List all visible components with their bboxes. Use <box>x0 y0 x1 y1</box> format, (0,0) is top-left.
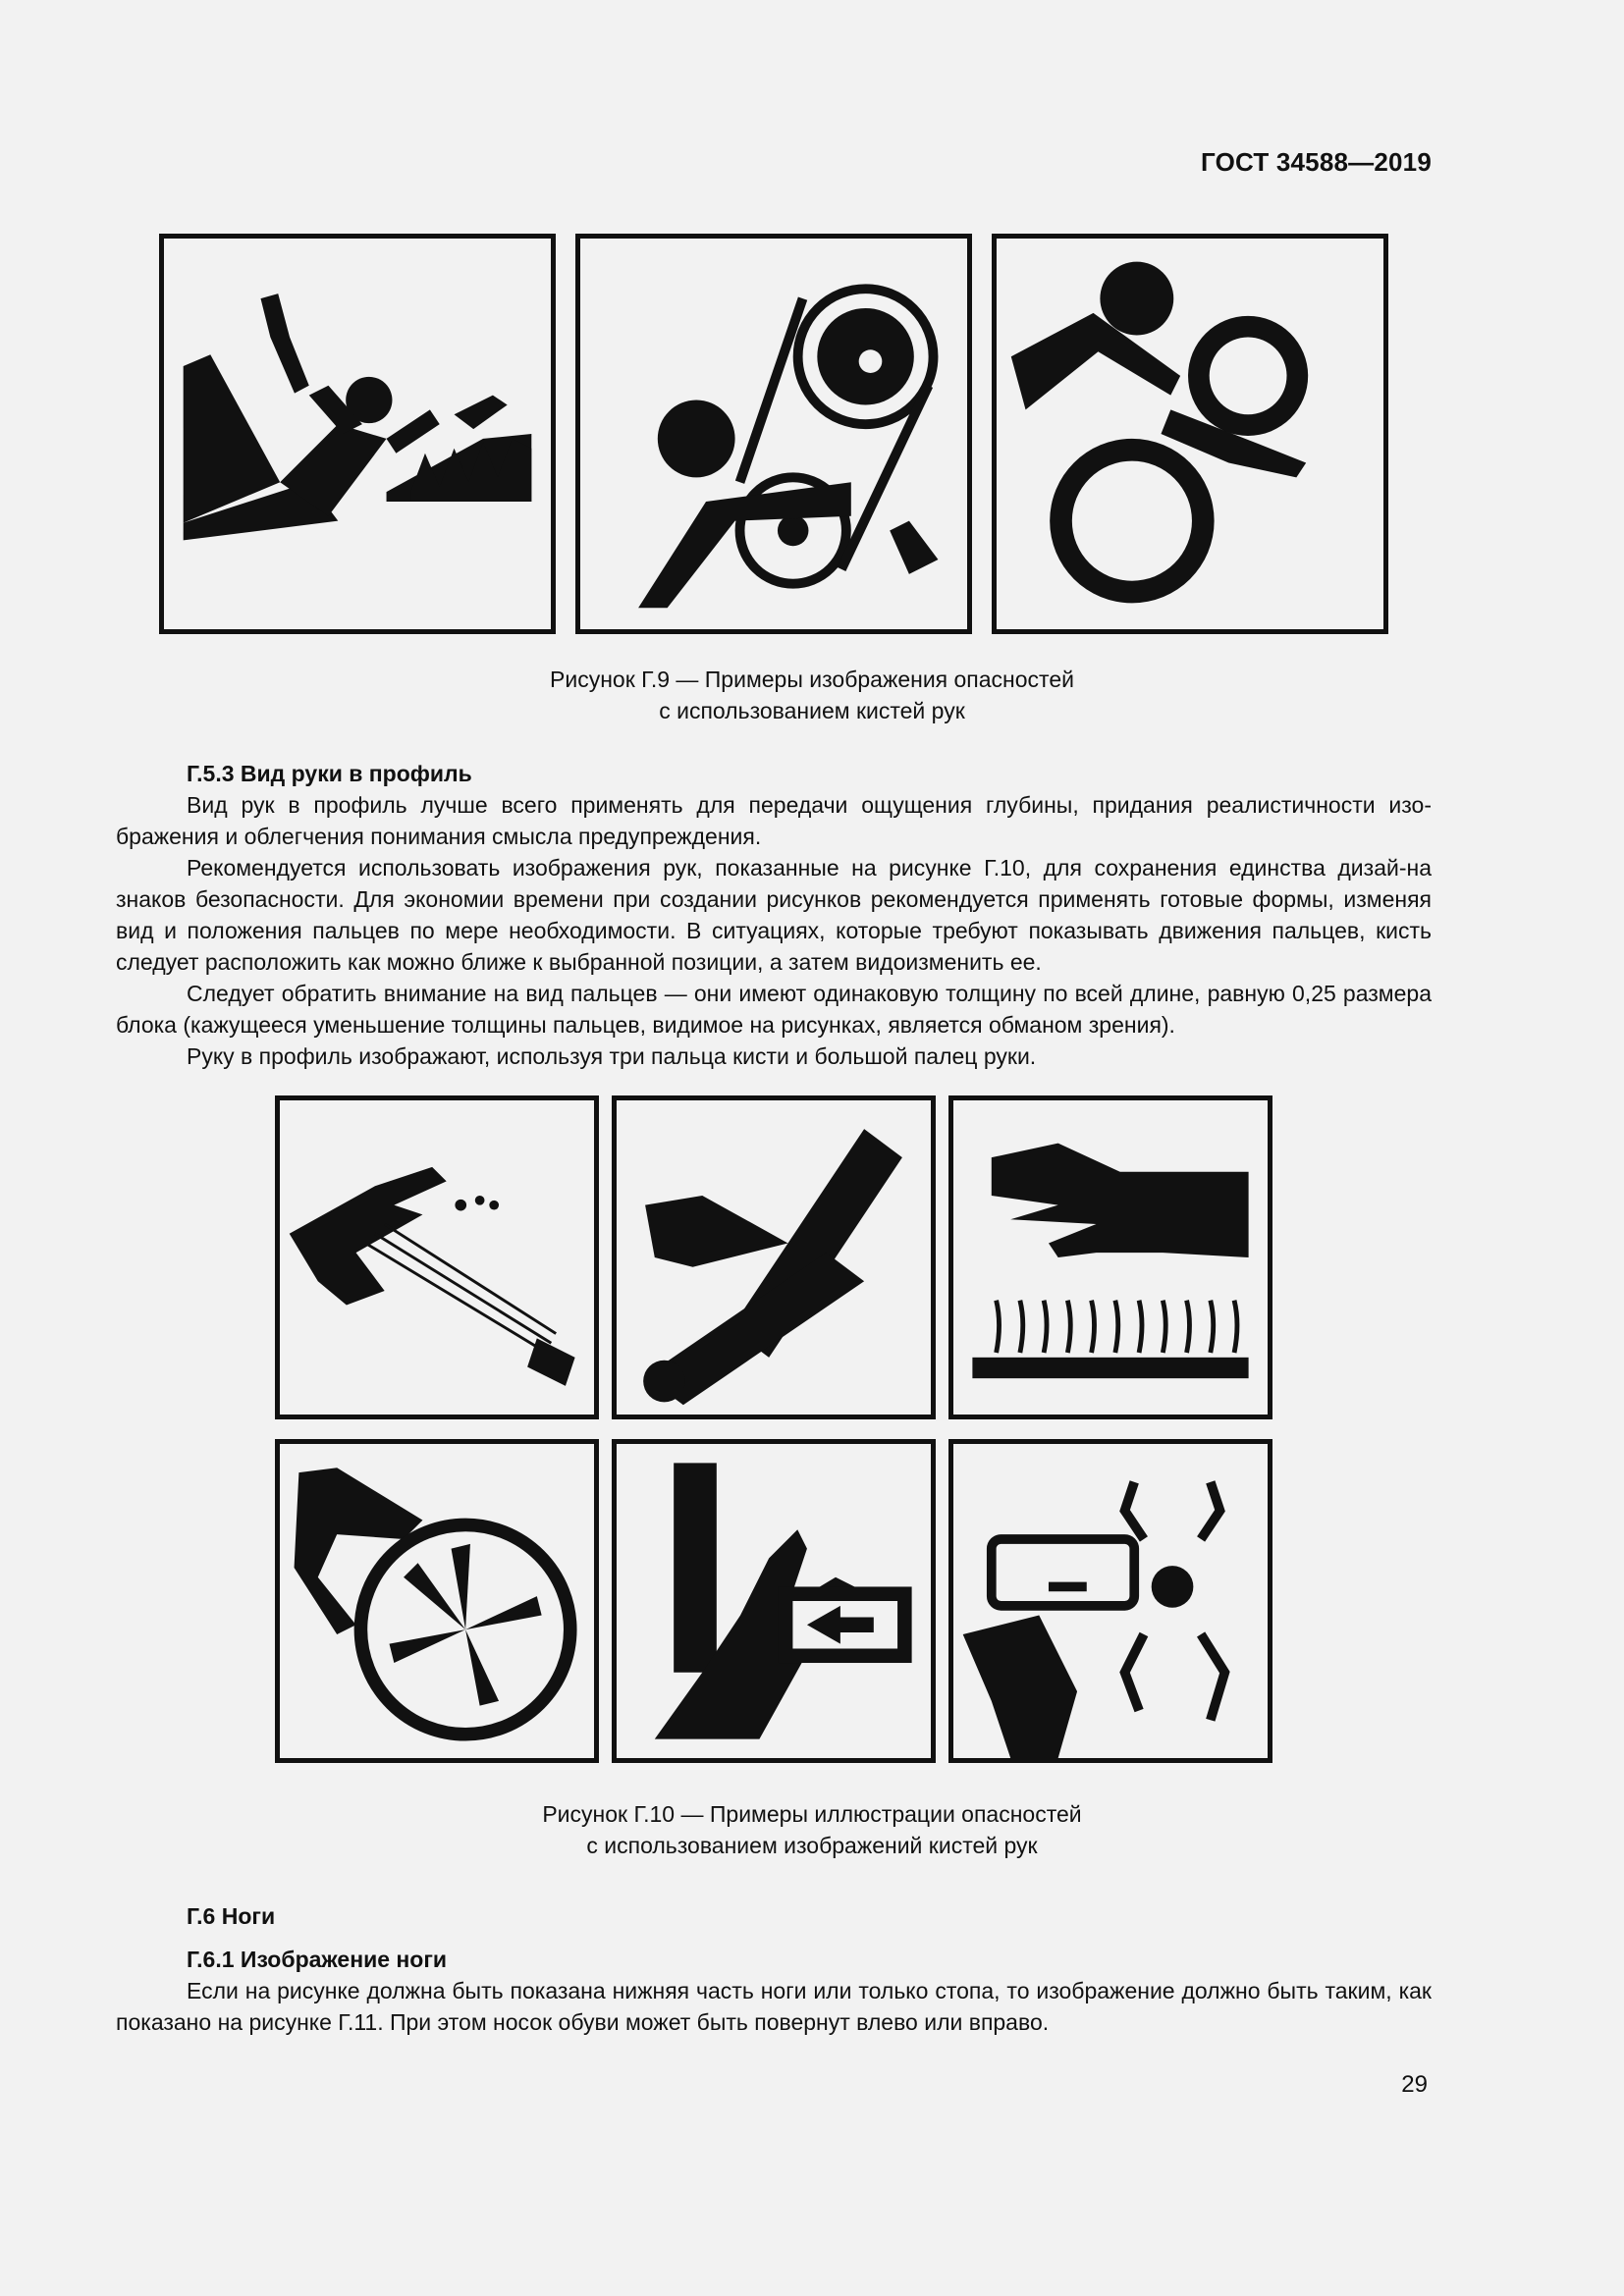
figure-10-caption-line1: Рисунок Г.10 — Примеры иллюстрации опасностей <box>542 1801 1082 1827</box>
standard-header: ГОСТ 34588—2019 <box>1201 147 1432 177</box>
hand-spray-icon <box>275 1095 599 1419</box>
paragraph: Рекомендуется использовать изображения рук, показанные на рисунке Г.10, для сохранения единства дизай-на знаков безопасности. Для экономии времени при создании рисунков рекомендуется применять готовые формы, изменяя вид и положения пальцев по мере необходимости. В ситуациях, которые требуют показывать движения пальцев, кисть следует расположить как можно ближе к выбранной позиции, а затем видоизменить ее. <box>116 855 1432 975</box>
page-number: 29 <box>1401 2071 1428 2098</box>
figure-9 <box>159 234 1388 634</box>
paragraph: Вид рук в профиль лучше всего применять для передачи ощущения глубины, придания реалистичности изо-бражения и облегчения понимания смысла предупреждения. <box>116 792 1432 849</box>
figure-10-caption-line2: с использованием изображений кистей рук <box>586 1833 1038 1858</box>
figure-9-caption <box>0 664 1624 726</box>
section-g53 <box>116 758 1432 1072</box>
hand-press-icon <box>612 1439 936 1763</box>
section-g6 <box>116 1900 1432 2038</box>
hand-fan-icon <box>275 1439 599 1763</box>
belt-drive-hand-icon <box>575 234 972 634</box>
paragraph: Следует обратить внимание на вид пальцев — они имеют одинаковую толщину по всей длине, равную 0,25 размера блока (кажущееся уменьшение толщины пальцев, видимое на рисунках, является обманом зрения). <box>116 981 1432 1038</box>
falling-person-icon <box>159 234 556 634</box>
figure-9-caption-line2: с использованием кистей рук <box>659 698 965 723</box>
hand-pinch-roller-icon <box>612 1095 936 1419</box>
gears-crush-hand-icon <box>992 234 1388 634</box>
figure-9-caption-line1: Рисунок Г.9 — Примеры изображения опасностей <box>550 667 1074 692</box>
subsection-heading: Г.6.1 Изображение ноги <box>187 1947 448 1972</box>
paragraph: Если на рисунке должна быть показана нижняя часть ноги или только стопа, то изображение должно быть таким, как показано на рисунке Г.11. При этом носок обуви может быть повернут влево или вправо. <box>116 1978 1432 2035</box>
section-heading: Г.6 Ноги <box>187 1903 276 1929</box>
section-heading: Г.5.3 Вид руки в профиль <box>187 761 472 786</box>
hand-explosion-icon <box>948 1439 1272 1763</box>
paragraph: Руку в профиль изображают, используя три пальца кисти и большой палец руки. <box>187 1043 1037 1069</box>
figure-10-caption <box>0 1798 1624 1861</box>
hand-hot-surface-icon <box>948 1095 1272 1419</box>
figure-10 <box>275 1095 1272 1763</box>
